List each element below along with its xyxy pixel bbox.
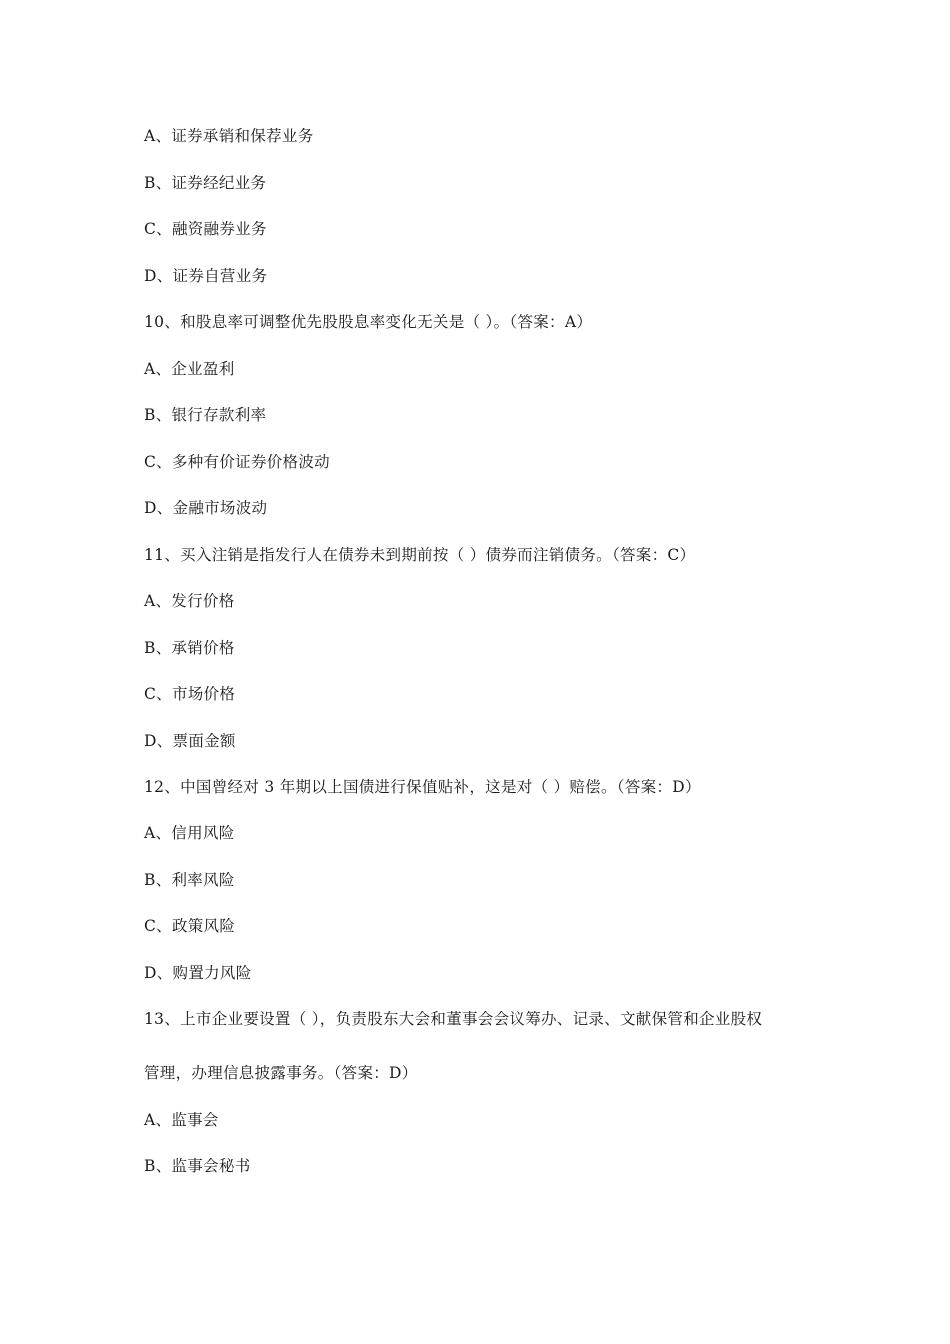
option-a: A、企业盈利 xyxy=(144,360,235,378)
option-b: B、监事会秘书 xyxy=(144,1157,251,1175)
option-b: B、承销价格 xyxy=(144,639,235,657)
option-c: C、政策风险 xyxy=(144,917,236,935)
question-12: 12、中国曾经对 3 年期以上国债进行保值贴补，这是对（ ）赔偿。（答案：D） xyxy=(144,778,701,796)
option-b: B、银行存款利率 xyxy=(144,406,267,424)
option-c: C、融资融券业务 xyxy=(144,220,267,238)
question-10: 10、和股息率可调整优先股股息率变化无关是（ ）。（答案：A） xyxy=(144,313,593,331)
option-a: A、信用风险 xyxy=(144,824,235,842)
option-b: B、证券经纪业务 xyxy=(144,174,267,192)
option-c: C、市场价格 xyxy=(144,685,236,703)
option-d: D、金融市场波动 xyxy=(144,499,268,517)
option-d: D、购置力风险 xyxy=(144,964,252,982)
option-a: A、证券承销和保荐业务 xyxy=(144,127,314,145)
option-a: A、发行价格 xyxy=(144,592,235,610)
question-11: 11、买入注销是指发行人在债券未到期前按（ ）债券而注销债务。（答案：C） xyxy=(144,546,696,564)
question-13: 13、上市企业要设置（ ），负责股东大会和董事会会议筹办、记录、文献保管和企业股权 xyxy=(144,1010,763,1028)
option-d: D、票面金额 xyxy=(144,732,236,750)
option-a: A、监事会 xyxy=(144,1111,219,1129)
option-b: B、利率风险 xyxy=(144,871,235,889)
option-d: D、证券自营业务 xyxy=(144,267,268,285)
question-13-continued: 管理，办理信息披露事务。（答案：D） xyxy=(144,1064,418,1082)
option-c: C、多种有价证券价格波动 xyxy=(144,453,330,471)
